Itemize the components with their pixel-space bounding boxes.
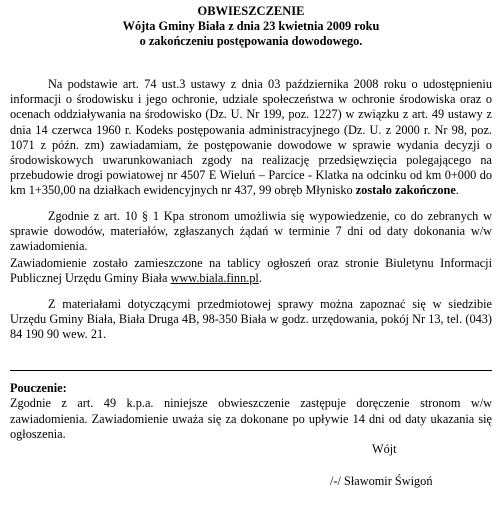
section-divider xyxy=(10,370,492,371)
paragraph-legal-basis-end: . xyxy=(455,183,459,198)
signature-role: Wójt xyxy=(372,442,397,456)
document-subtitle-line2: o zakończeniu postępowania dowodowego. xyxy=(139,34,363,48)
paragraph-legal-basis-text: Na podstawie art. 74 ust.3 ustawy z dnia 03 października 2008 roku o udostępnieniu informacji o środowisku i jego ochronie, udziale społeczeństwa w ochronie środowiska oraz o ocenach oddziaływania na środowisko (Dz. U. Nr 199, poz. 1227) w związku z art. 49 ustawy z dnia 14 czerwca 1960 r. Kodeks postępowania administracyjnego (Dz. U. z 2000 r. Nr 98, poz. 1071 z późn. zm) zawiadamiam, że postępowanie dowodowe w sprawie wydania decyzji o środowiskowych uwarunkowaniach zgody na realizację przedsięwzięcia polegającego na przebudowie drogi powiatowej nr 4507 E Wieluń – Parcice - Klatka na odcinku od km 0+000 do km 1+350,00 na działkach ewidencyjnych nr 437, 99 obręb Młynisko xyxy=(10,77,492,198)
signature-name: /-/ Sławomir Świgoń xyxy=(330,474,433,488)
paragraph-legal-basis xyxy=(10,77,492,199)
document-subtitle-line1: Wójta Gminy Biała z dnia 23 kwietnia 2009 roku xyxy=(122,19,380,33)
paragraph-materials: Z materiałami dotyczącymi przedmiotowej sprawy można zapoznać się w siedzibie Urzędu Gminy Biała, Biała Druga 4B, 98-350 Biała w godz. urzędowania, pokój Nr 13, tel. (043) 84 190 90 wew. 21. xyxy=(10,296,492,342)
paragraph-publication xyxy=(10,256,492,286)
document-body xyxy=(10,77,492,342)
document-title: OBWIESZCZENIE xyxy=(197,4,305,18)
notice-text: Zgodnie z art. 49 k.p.a. niniejsze obwieszczenie zastępuje doręczenie stronom w/w zawiadomienia. Zawiadomienie uważa się za dokonane po upływie 14 dni od daty ukazania się ogłoszenia. xyxy=(10,396,492,441)
notice-heading: Pouczenie: xyxy=(10,381,67,396)
paragraph-publication-end: . xyxy=(258,271,262,286)
paragraph-publication-text: Zawiadomienie zostało zamieszczone na tablicy ogłoszeń oraz stronie Biuletynu Informacji Publicznej Urzędu Gminy Biała xyxy=(10,256,492,286)
paragraph-rights: Zgodnie z art. 10 § 1 Kpa stronom umożliwia się wypowiedzenie, co do zebranych w sprawie dowodów, materiałów, zgłaszanych żądań w terminie 7 dni od daty dokonania w/w zawiadomienia. xyxy=(10,208,492,254)
bip-website-link[interactable]: www.biala.finn.pl xyxy=(170,271,259,286)
paragraph-legal-basis-bold: zostało zakończone xyxy=(355,183,456,198)
